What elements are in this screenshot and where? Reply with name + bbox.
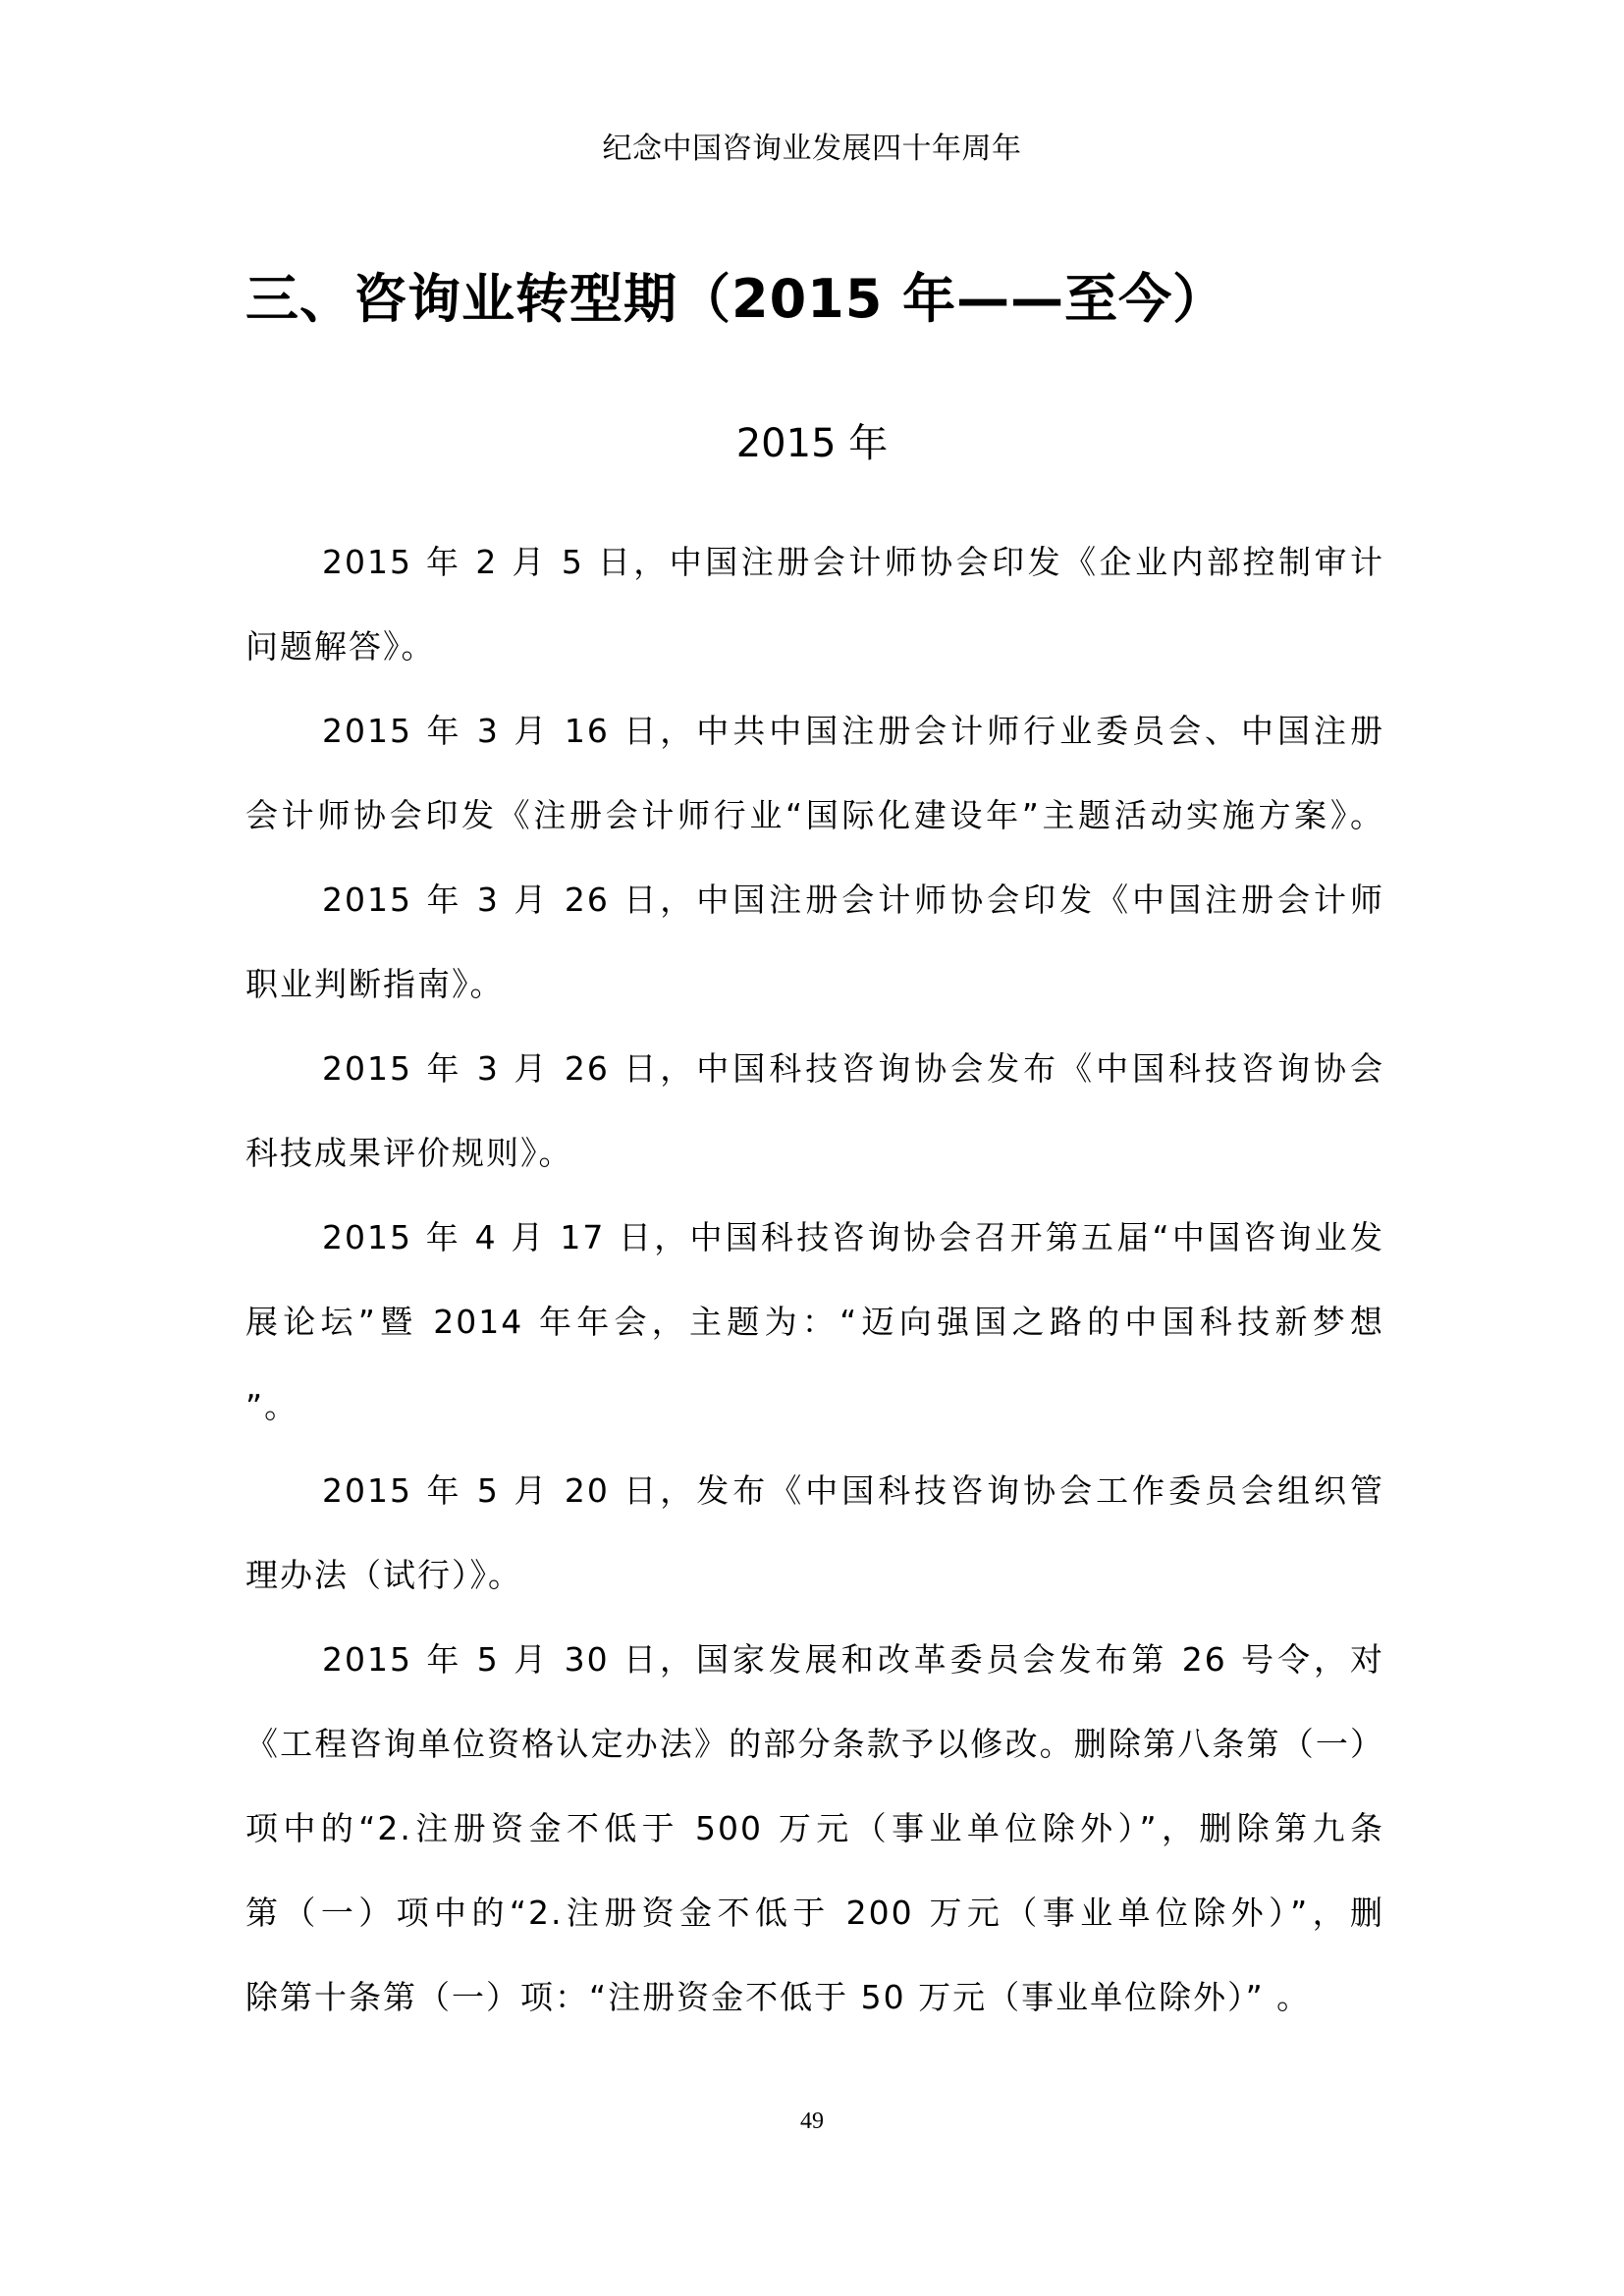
section-title: 三、咨询业转型期（2015 年——至今） — [245, 268, 1227, 330]
paragraph-line: 理办法（试行）》。 — [245, 1556, 522, 1594]
paragraph-7 — [245, 1618, 1384, 2040]
paragraph-5 — [245, 1196, 1384, 1449]
paragraph-2 — [245, 689, 1384, 858]
paragraph-line: 展论坛”暨 2014 年年会，主题为：“迈向强国之路的中国科技新梦想 — [245, 1303, 1384, 1341]
running-header: 纪念中国咨询业发展四十年周年 — [602, 132, 1022, 166]
paragraph-line: 2015 年 3 月 16 日，中共中国注册会计师行业委员会、中国注册 — [322, 712, 1384, 750]
paragraph-line: 2015 年 4 月 17 日，中国科技咨询协会召开第五届“中国咨询业发 — [322, 1218, 1384, 1256]
paragraph-line: 《工程咨询单位资格认定办法》的部分条款予以修改。删除第八条第（一） — [245, 1725, 1384, 1763]
paragraph-line: ”。 — [245, 1387, 299, 1425]
paragraph-line: 项中的“2.注册资金不低于 500 万元（事业单位除外）”，删除第九条 — [245, 1809, 1384, 1847]
paragraph-line: 除第十条第（一）项：“注册资金不低于 50 万元（事业单位除外）” 。 — [245, 1978, 1312, 2016]
paragraph-6 — [245, 1449, 1384, 1618]
paragraph-line: 科技成果评价规则》。 — [245, 1134, 573, 1172]
paragraph-line: 2015 年 5 月 20 日，发布《中国科技咨询协会工作委员会组织管 — [322, 1471, 1384, 1510]
year-heading: 2015 年 — [735, 421, 889, 466]
paragraph-4 — [245, 1027, 1384, 1196]
paragraph-line: 2015 年 5 月 30 日，国家发展和改革委员会发布第 26 号令，对 — [322, 1640, 1384, 1679]
paragraph-line: 2015 年 3 月 26 日，中国注册会计师协会印发《中国注册会计师 — [322, 881, 1384, 919]
paragraph-line: 2015 年 3 月 26 日，中国科技咨询协会发布《中国科技咨询协会 — [322, 1049, 1384, 1088]
page-number: 49 — [800, 2109, 824, 2134]
paragraph-3 — [245, 858, 1384, 1027]
paragraph-line: 第（一）项中的“2.注册资金不低于 200 万元（事业单位除外）”，删 — [245, 1894, 1384, 1932]
paragraph-line: 问题解答》。 — [245, 627, 436, 666]
body-text — [245, 520, 1384, 2040]
paragraph-line: 2015 年 2 月 5 日，中国注册会计师协会印发《企业内部控制审计 — [322, 543, 1384, 581]
paragraph-line: 职业判断指南》。 — [245, 965, 505, 1003]
paragraph-1 — [245, 520, 1384, 689]
paragraph-line: 会计师协会印发《注册会计师行业“国际化建设年”主题活动实施方案》。 — [245, 796, 1384, 834]
